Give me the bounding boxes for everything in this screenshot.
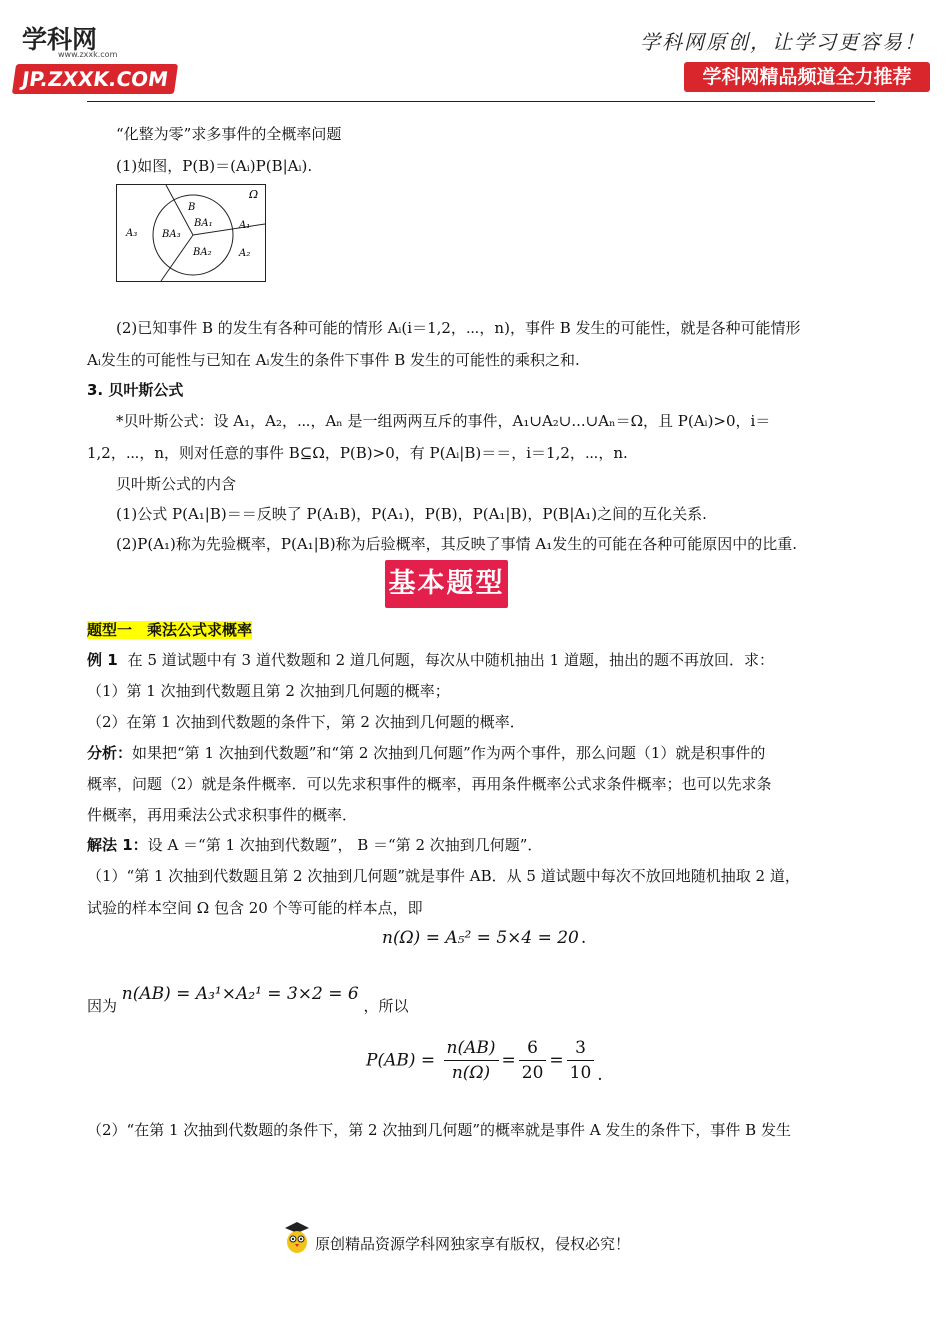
solution-2-line-1: （2）“在第 1 次抽到代数题的条件下，第 2 次抽到几何题”的概率就是事件 A 发生的条件下，事件 B 发生 xyxy=(87,1121,791,1139)
solution-1-line-1: （1）“第 1 次抽到代数题且第 2 次抽到几何题”就是事件 AB．从 5 道试题中每次不放回地随机抽取 2 道， xyxy=(87,867,800,885)
logo-domain-badge[interactable]: JP.ZXXK.COM xyxy=(12,64,178,94)
analysis-line-2: 概率，问题（2）就是条件概率．可以先求积事件的概率，再用条件概率公式求条件概率；也可以先求条 xyxy=(87,775,772,793)
logo-url: www.zxxk.com xyxy=(58,50,118,59)
eq3-den-3: 10 xyxy=(569,1063,592,1083)
venn-diagram xyxy=(116,184,266,282)
ba1-label: BA₁ xyxy=(194,218,213,229)
example-1 xyxy=(87,650,774,670)
basic-question-banner: 基本题型 xyxy=(385,560,508,608)
a3-label: A₃ xyxy=(126,228,138,239)
site-logo[interactable]: 学科网 xyxy=(22,25,98,54)
eq3-fraction-1 xyxy=(444,1036,499,1085)
eq3-num-2: 6 xyxy=(519,1036,547,1061)
ba3-label: BA₃ xyxy=(162,229,181,240)
solution-text: 设 A ＝“第 1 次抽到代数题”， B ＝“第 2 次抽到几何题”． xyxy=(147,836,543,854)
ba2-label: BA₂ xyxy=(193,247,212,258)
bayes-item-2: (2)P(A₁)称为先验概率，P(A₁|B)称为后验概率，其反映了事情 A₁发生的可能在各种可能原因中的比重. xyxy=(116,535,797,553)
item-2-line-2: Aᵢ发生的可能性与已知在 Aᵢ发生的条件下事件 B 发生的可能性的乘积之和. xyxy=(87,351,580,369)
eq3-num-3: 3 xyxy=(567,1036,595,1061)
analysis-line-1 xyxy=(87,743,765,763)
eq3-den-1: n(Ω) xyxy=(451,1063,491,1083)
owl-mascot-icon xyxy=(282,1220,312,1254)
bayes-line-1: *贝叶斯公式：设 A₁，A₂，⋯，Aₙ 是一组两两互斥的事件，A₁∪A₂∪...∪Aₙ＝Ω，且 P(Aᵢ)>0，i＝ xyxy=(116,412,771,430)
analysis-text-1: 如果把“第 1 次抽到代数题”和“第 2 次抽到几何题”作为两个事件，那么问题（1）就是积事件的 xyxy=(132,744,766,762)
a2-label: A₂ xyxy=(239,248,251,259)
eq3-den-2: 20 xyxy=(521,1063,544,1083)
question-2: （2）在第 1 次抽到代数题的条件下，第 2 次抽到几何题的概率． xyxy=(87,713,525,731)
example-label: 例 1 xyxy=(87,651,118,669)
item-1: (1)如图，P(B)＝(Aᵢ)P(B|Aᵢ). xyxy=(116,157,313,175)
eq3-left: P(AB) = xyxy=(366,1050,436,1071)
equation-3: P(AB) = $\frac{n(AB)}{n(\Omega)}$ = $\frac{6}{20}$ = $\frac{3}{10}$ . xyxy=(366,1038,603,1085)
equation-1-text: n(Ω) = A₅² = 5×4 = 20 xyxy=(382,928,579,948)
omega-label: Ω xyxy=(249,188,259,201)
example-text: 在 5 道试题中有 3 道代数题和 2 道几何题，每次从中随机抽出 1 道题，抽出的题不再放回．求： xyxy=(127,651,774,669)
bayes-meaning: 贝叶斯公式的内含 xyxy=(116,475,237,493)
solution-label: 解法 1： xyxy=(87,836,148,854)
solution-line xyxy=(87,835,542,855)
because-line xyxy=(87,984,409,1016)
b-label: B xyxy=(188,202,196,213)
bayes-line-2: 1,2，⋯，n，则对任意的事件 B⊆Ω，P(B)>0，有 P(Aᵢ|B)＝＝，i＝1,2，⋯，n. xyxy=(87,444,628,462)
type-1-title-text: 题型一 乘法公式求概率 xyxy=(87,621,253,639)
question-1: （1）第 1 次抽到代数题且第 2 次抽到几何题的概率； xyxy=(87,682,450,700)
item-2-line-1: (2)已知事件 B 的发生有各种可能的情形 Aᵢ(i＝1,2，⋯，n)，事件 B 发生的可能性，就是各种可能情形 xyxy=(116,319,801,337)
header-divider xyxy=(87,101,875,102)
bayes-item-1: (1)公式 P(A₁|B)＝＝反映了 P(A₁B)，P(A₁)，P(B)，P(A₁|B)，P(B|A₁)之间的互化关系. xyxy=(116,505,707,523)
header-slogan: 学科网原创，让学习更容易！ xyxy=(640,30,926,54)
equation-1 xyxy=(382,928,586,948)
promo-badge: 学科网精品频道全力推荐 xyxy=(684,62,930,92)
section-3-title: 3. 贝叶斯公式 xyxy=(87,381,184,399)
analysis-line-3: 件概率，再用乘法公式求积事件的概率． xyxy=(87,806,358,824)
analysis-label: 分析： xyxy=(87,744,133,762)
eq3-fraction-3 xyxy=(567,1036,595,1085)
footer-copyright: 原创精品资源学科网独家享有版权，侵权必究！ xyxy=(315,1235,631,1253)
so-text: ，所以 xyxy=(363,997,409,1015)
sample-space-box xyxy=(117,185,266,282)
intro-title: “化整为零”求多事件的全概率问题 xyxy=(116,125,342,143)
because-label: 因为 xyxy=(87,997,118,1015)
equation-2: n(AB) = A₃¹×A₂¹ = 3×2 = 6 xyxy=(121,984,359,1004)
type-1-title xyxy=(87,620,252,640)
eq3-fraction-2 xyxy=(519,1036,547,1085)
a1-label: A₁ xyxy=(239,220,251,231)
solution-1-line-2: 试验的样本空间 Ω 包含 20 个等可能的样本点，即 xyxy=(87,899,423,917)
eq3-num-1: n(AB) xyxy=(444,1036,499,1061)
equation-1-end: . xyxy=(580,928,587,948)
